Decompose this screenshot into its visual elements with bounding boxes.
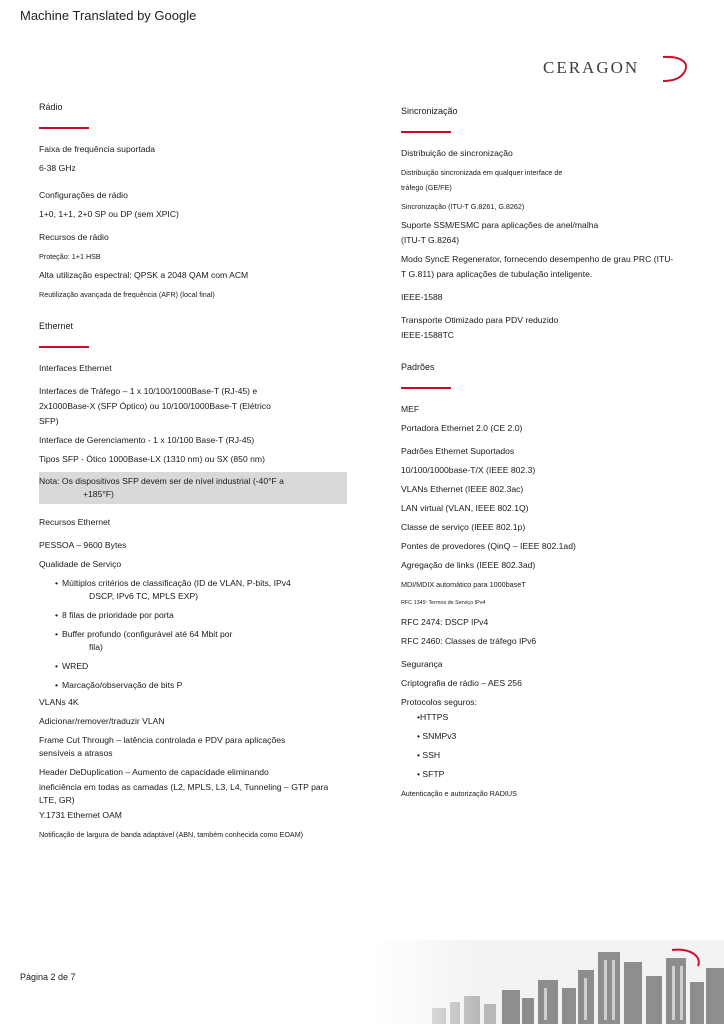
protocols-label: Protocolos seguros:	[401, 697, 477, 707]
list-item: • Buffer profundo (configurável até 64 Mbit por fila)	[55, 629, 233, 652]
qos-label: Qualidade de Serviço	[39, 559, 122, 569]
note-line-2: +185°F)	[83, 489, 114, 499]
eth-interfaces-label: Interfaces Ethernet	[39, 363, 112, 373]
sync-dist-label: Distribuição de sincronização	[401, 148, 513, 158]
sfp-note	[39, 472, 347, 504]
section-divider	[401, 131, 451, 133]
list-item: LAN virtual (VLAN, IEEE 802.1Q)	[401, 503, 529, 513]
config-label: Configurações de rádio	[39, 190, 128, 200]
rfc2460-text: RFC 2460: Classes de tráfego IPv6	[401, 636, 537, 646]
ce-text: Portadora Ethernet 2.0 (CE 2.0)	[401, 423, 523, 433]
right-column	[401, 96, 701, 806]
eth-std-label: Padrões Ethernet Suportados	[401, 446, 515, 456]
crypto-text: Criptografia de rádio – AES 256	[401, 678, 522, 688]
sync-dist-line-2: tráfego (GE/FE)	[401, 183, 452, 192]
section-title-radio: Rádio	[39, 102, 63, 112]
machine-translated-banner: Machine Translated by Google	[20, 8, 197, 23]
oam-text: Y.1731 Ethernet OAM	[39, 810, 122, 820]
section-title-standards: Padrões	[401, 362, 435, 372]
spectral-text: Alta utilização espectral: QPSK a 2048 QAM com ACM	[39, 270, 249, 280]
left-column	[39, 96, 359, 847]
ssm-line-2: (ITU-T G.8264)	[401, 235, 460, 245]
list-item: Pontes de provedores (QinQ – IEEE 802.1ad)	[401, 541, 576, 551]
section-title-ethernet: Ethernet	[39, 321, 74, 331]
hdd-line-3: LTE, GR)	[39, 795, 75, 805]
vlan-ops-text: Adicionar/remover/traduzir VLAN	[39, 716, 165, 726]
list-item: Classe de serviço (IEEE 802.1p)	[401, 522, 526, 532]
radius-text: Autenticação e autorização RADIUS	[401, 789, 517, 798]
protection-text: Proteção: 1+1 HSB	[39, 252, 101, 261]
ieee1588-text: IEEE-1588	[401, 292, 443, 302]
list-item: 10/100/1000base-T/X (IEEE 802.3)	[401, 465, 536, 475]
list-item: • SNMPv3	[417, 731, 457, 741]
resources-label: Recursos de rádio	[39, 232, 109, 242]
security-label: Segurança	[401, 659, 443, 669]
protocols-list	[401, 711, 701, 781]
fct-line-1: Frame Cut Through – latência controlada e PDV para aplicações	[39, 735, 286, 745]
section-divider	[39, 127, 89, 129]
qos-list	[39, 577, 359, 692]
vlans-text: VLANs 4K	[39, 697, 79, 707]
freq-value: 6-38 GHz	[39, 163, 76, 173]
hdd-line-2: ineficiência em todas as camadas (L2, MPLS, L3, L4, Tunneling – GTP para	[39, 782, 329, 792]
list-item: • Múltiplos critérios de classificação (ID de VLAN, P-bits, IPv4 DSCP, IPv6 TC, MPLS EXP)	[55, 578, 291, 601]
section-title-sync: Sincronização	[401, 106, 458, 116]
mgmt-interface: Interface de Gerenciamento - 1 x 10/100 Base-T (RJ-45)	[39, 435, 255, 445]
list-item: • Marcação/observação de bits P	[55, 680, 183, 690]
mtu-text: PESSOA – 9600 Bytes	[39, 540, 127, 550]
mef-label: MEF	[401, 404, 420, 414]
transport-text: Transporte Otimizado para PDV reduzido	[401, 315, 559, 325]
section-divider	[401, 387, 451, 389]
ceragon-logo	[543, 54, 693, 82]
regen-line-2: T G.811) para aplicações de tubulação inteligente.	[401, 269, 593, 279]
list-item: • SFTP	[417, 769, 445, 779]
logo-wordmark: CERAGON	[543, 58, 640, 77]
eth-resources-label: Recursos Ethernet	[39, 517, 111, 527]
page-number: Página 2 de 7	[20, 972, 76, 982]
hdd-line-1: Header DeDuplication – Aumento de capacidade eliminando	[39, 767, 269, 777]
list-item: Agregação de links (IEEE 802.3ad)	[401, 560, 536, 570]
config-value: 1+0, 1+1, 2+0 SP ou DP (sem XPIC)	[39, 209, 179, 219]
freq-label: Faixa de frequência suportada	[39, 144, 156, 154]
section-divider	[39, 346, 89, 348]
ieee1588tc-text: IEEE-1588TC	[401, 330, 455, 340]
list-item: •HTTPS	[417, 712, 449, 722]
list-item: MDI/MDIX automático para 1000baseT	[401, 580, 526, 589]
rfc1349-text: RFC 1349: Termos de Serviço IPv4	[401, 600, 486, 606]
traffic-line-1: Interfaces de Tráfego – 1 x 10/100/1000Base-T (RJ-45) e	[39, 386, 258, 396]
list-item: • WRED	[55, 661, 89, 671]
afr-text: Reutilização avançada de frequência (AFR) (local final)	[39, 290, 215, 299]
fct-line-2: sensíveis a atrasos	[39, 748, 113, 758]
abn-text: Notificação de largura de banda adaptável (ABN, também conhecida como EOAM)	[39, 830, 304, 839]
traffic-line-2: 2x1000Base-X (SFP Óptico) ou 10/100/1000Base-T (Elétrico	[39, 401, 271, 411]
list-item: • 8 filas de prioridade por porta	[55, 610, 174, 620]
sfp-types: Tipos SFP - Ótico 1000Base-LX (1310 nm) ou SX (850 nm)	[39, 454, 265, 464]
synce-text: Sincronização (ITU-T G.8261, G.8262)	[401, 202, 525, 211]
city-skyline-icon	[372, 940, 724, 1024]
note-line-1: Nota: Os dispositivos SFP devem ser de nível industrial (-40°F a	[39, 476, 284, 486]
list-item: VLANs Ethernet (IEEE 802.3ac)	[401, 484, 524, 494]
traffic-line-3: SFP)	[39, 416, 59, 426]
ssm-line-1: Suporte SSM/ESMC para aplicações de anel/malha	[401, 220, 599, 230]
list-item: • SSH	[417, 750, 441, 760]
regen-line-1: Modo SyncE Regenerator, fornecendo desempenho de grau PRC (ITU-	[401, 254, 674, 264]
rfc2474-text: RFC 2474: DSCP IPv4	[401, 617, 489, 627]
sync-dist-line-1: Distribuição sincronizada em qualquer interface de	[401, 168, 563, 177]
